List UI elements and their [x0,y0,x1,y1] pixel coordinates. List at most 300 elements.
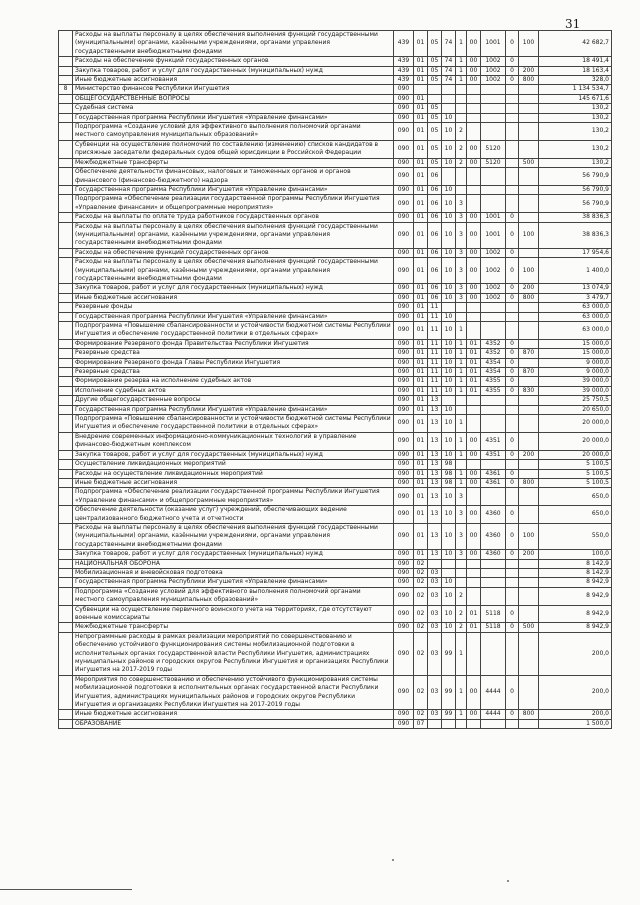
row-amount: 9 000,0 [539,358,612,367]
row-number [59,488,73,506]
row-code: 01 [414,478,428,487]
row-code: 830 [519,386,539,395]
row-amount: 17 954,6 [539,248,612,257]
row-code: 0 [506,284,519,293]
row-code [506,632,519,675]
row-code: 1001 [481,31,506,57]
row-amount: 5 100,5 [539,469,612,478]
row-code: 10 [442,432,456,450]
row-code: 00 [467,222,481,248]
row-code: 100 [519,31,539,57]
row-code: 090 [394,578,414,587]
row-code: 01 [414,377,428,386]
row-description: Субвенции на осуществление первичного воинского учета на территориях, где отсутствуют военные комиссариаты [73,605,394,623]
row-code: 06 [428,222,442,248]
row-code: 090 [394,303,414,312]
row-amount: 328,0 [539,76,612,85]
row-code: 5120 [481,158,506,167]
row-code [442,104,456,113]
row-amount: 130,2 [539,140,612,158]
row-amount: 8 142,9 [539,568,612,577]
row-code: 1001 [481,222,506,248]
table-row [59,293,612,302]
page-number: 31 [565,17,581,31]
row-code [467,396,481,405]
row-code: 98 [442,460,456,469]
row-code: 3 [456,248,467,257]
row-code: 4444 [481,675,506,710]
row-code: 01 [467,358,481,367]
row-description: Резервные средства [73,368,394,377]
row-code: 090 [394,258,414,284]
table-row [59,303,612,312]
row-number [59,559,73,568]
row-code: 090 [394,85,414,94]
row-code: 05 [428,57,442,66]
row-code: 439 [394,31,414,57]
row-number [59,57,73,66]
row-code: 00 [467,293,481,302]
row-code: 439 [394,66,414,75]
row-code: 090 [394,632,414,675]
row-code [519,719,539,728]
row-code: 090 [394,195,414,213]
row-code: 870 [519,349,539,358]
row-code: 02 [414,675,428,710]
row-code: 02 [414,632,428,675]
row-code: 0 [506,432,519,450]
table-row [59,248,612,257]
row-code: 4354 [481,368,506,377]
row-code [519,488,539,506]
row-code: 05 [428,113,442,122]
row-code: 10 [442,523,456,549]
row-code [519,85,539,94]
row-number [59,469,73,478]
row-code: 1 [456,57,467,66]
row-code [506,185,519,194]
table-row [59,368,612,377]
row-code: 05 [428,158,442,167]
row-code: 01 [414,506,428,524]
row-code: 13 [428,450,442,459]
row-code [456,113,467,122]
row-code: 200 [519,550,539,559]
row-code: 090 [394,113,414,122]
row-amount: 13 074,9 [539,284,612,293]
row-code: 01 [414,213,428,222]
row-code: 01 [414,76,428,85]
row-code [519,322,539,340]
row-code: 0 [506,450,519,459]
row-code [481,488,506,506]
row-code [519,195,539,213]
row-description: Государственная программа Республики Ингушетия «Управление финансами» [73,578,394,587]
row-code [481,104,506,113]
row-amount: 56 790,9 [539,168,612,186]
row-description: Расходы на выплаты персоналу в целях обеспечения выполнения функций государственными (муниципальными) органами, казёнными учреждениями, органами управления государственными внебюджетными фондами [73,523,394,549]
row-number [59,94,73,103]
row-code: 090 [394,358,414,367]
row-code [506,322,519,340]
row-code [442,559,456,568]
bottom-rule [0,889,132,890]
row-code [467,405,481,414]
row-code [467,195,481,213]
row-code: 0 [506,506,519,524]
row-code: 10 [442,623,456,632]
row-code [481,195,506,213]
row-number: 8 [59,85,73,94]
row-code: 0 [506,358,519,367]
row-code: 1 [456,31,467,57]
row-code: 10 [442,488,456,506]
row-code: 10 [442,185,456,194]
row-description: Иные бюджетные ассигнования [73,76,394,85]
row-code: 02 [414,605,428,623]
row-code: 00 [467,248,481,257]
scan-speck [392,859,394,861]
row-number [59,123,73,141]
budget-table [58,30,612,729]
row-code [481,405,506,414]
row-code [519,104,539,113]
row-amount: 200,0 [539,675,612,710]
row-number [59,358,73,367]
row-code [467,303,481,312]
row-code: 00 [467,213,481,222]
table-row [59,559,612,568]
row-code: 03 [428,675,442,710]
row-code: 500 [519,158,539,167]
row-amount: 63 000,0 [539,322,612,340]
row-code: 1 [456,76,467,85]
row-code: 01 [414,358,428,367]
row-code [506,168,519,186]
row-amount: 38 836,3 [539,222,612,248]
row-code [506,195,519,213]
row-code: 10 [442,195,456,213]
row-number [59,450,73,459]
row-number [59,158,73,167]
row-code: 01 [467,605,481,623]
table-row [59,450,612,459]
table-row [59,349,612,358]
row-code: 01 [414,293,428,302]
row-code: 0 [506,258,519,284]
row-description: Мобилизационная и вневойсковая подготовка [73,568,394,577]
row-code: 01 [414,284,428,293]
row-amount: 130,2 [539,123,612,141]
row-description: Обеспечение деятельности (оказание услуг) учреждений, обеспечивающих ведение централизованного бюджетного учета и отчетности [73,506,394,524]
row-number [59,478,73,487]
row-code: 090 [394,293,414,302]
row-code [519,559,539,568]
row-number [59,632,73,675]
row-amount: 8 942,9 [539,578,612,587]
row-code [428,559,442,568]
table-row [59,396,612,405]
table-row [59,587,612,605]
table-row [59,195,612,213]
row-code: 3 [456,293,467,302]
table-row [59,488,612,506]
row-code: 02 [414,568,428,577]
row-code: 090 [394,506,414,524]
row-code: 2 [456,623,467,632]
row-code: 00 [467,675,481,710]
row-code: 06 [428,168,442,186]
row-description: Межбюджетные трансферты [73,158,394,167]
table-row [59,258,612,284]
row-code: 5120 [481,140,506,158]
row-amount: 5 100,5 [539,460,612,469]
row-amount: 200,0 [539,632,612,675]
row-code: 1 [456,415,467,433]
row-number [59,339,73,348]
row-code: 99 [442,710,456,719]
row-code: 1 [456,432,467,450]
row-code: 01 [414,405,428,414]
row-code: 13 [428,460,442,469]
row-code: 0 [506,368,519,377]
row-code [428,85,442,94]
row-code [519,123,539,141]
row-code [506,488,519,506]
row-code: 01 [414,432,428,450]
row-amount: 25 750,5 [539,396,612,405]
table-row [59,578,612,587]
row-code: 06 [428,195,442,213]
row-code [442,303,456,312]
row-code: 03 [428,578,442,587]
row-code: 090 [394,123,414,141]
row-number [59,140,73,158]
row-code: 0 [506,31,519,57]
row-code [506,94,519,103]
row-code [506,85,519,94]
row-number [59,386,73,395]
row-amount: 56 790,9 [539,195,612,213]
row-code [467,94,481,103]
row-code: 10 [442,123,456,141]
row-code: 1001 [481,213,506,222]
row-code [481,460,506,469]
row-code [467,168,481,186]
row-code: 1 [456,478,467,487]
row-code: 74 [442,76,456,85]
row-description: Межбюджетные трансферты [73,623,394,632]
row-code: 01 [414,94,428,103]
row-code [519,312,539,321]
row-code [519,94,539,103]
row-code: 10 [442,377,456,386]
row-code [467,123,481,141]
row-code: 1002 [481,76,506,85]
row-code: 05 [428,140,442,158]
row-code: 2 [456,140,467,158]
row-code: 01 [467,623,481,632]
row-code: 090 [394,322,414,340]
row-code [481,185,506,194]
row-code: 090 [394,222,414,248]
row-description: Мероприятия по совершенствованию и обеспечению устойчивого функционирования системы мобилизационной подготовки в исполнительных органах государственной власти Республики Ингушетия, администрациях муниципальных районов и городских округов Республики Ингушетия и организациях Республики Ингушетия на 2017-2019 годы [73,675,394,710]
row-code: 01 [414,303,428,312]
row-code: 0 [506,469,519,478]
row-amount: 18 163,4 [539,66,612,75]
row-amount: 8 942,9 [539,587,612,605]
table-row [59,506,612,524]
row-code: 200 [519,450,539,459]
row-code: 3 [456,550,467,559]
row-code: 11 [428,312,442,321]
row-code: 090 [394,550,414,559]
table-row [59,339,612,348]
row-code: 07 [414,719,428,728]
row-code: 090 [394,675,414,710]
row-code [467,85,481,94]
row-code: 10 [442,284,456,293]
table-row [59,76,612,85]
row-number [59,605,73,623]
row-code: 10 [442,293,456,302]
row-code: 01 [467,349,481,358]
row-code: 090 [394,523,414,549]
row-code: 01 [414,386,428,395]
row-code: 00 [467,506,481,524]
row-code: 1 [456,632,467,675]
row-code: 090 [394,168,414,186]
table-row [59,213,612,222]
row-description: Иные бюджетные ассигнования [73,293,394,302]
row-description: Закупка товаров, работ и услуг для государственных (муниципальных) нужд [73,450,394,459]
row-code: 01 [414,488,428,506]
row-code [519,675,539,710]
row-code: 2 [456,123,467,141]
row-code: 02 [414,559,428,568]
table-row [59,523,612,549]
row-code [467,488,481,506]
row-code: 439 [394,57,414,66]
row-number [59,460,73,469]
row-code: 10 [442,587,456,605]
row-number [59,284,73,293]
row-code: 090 [394,158,414,167]
row-code: 98 [442,478,456,487]
row-description: Судебная система [73,104,394,113]
row-code: 02 [414,578,428,587]
row-code [519,185,539,194]
row-code: 01 [414,396,428,405]
row-number [59,396,73,405]
table-row [59,222,612,248]
row-code [481,303,506,312]
row-code: 090 [394,140,414,158]
row-code: 090 [394,623,414,632]
row-code: 1002 [481,248,506,257]
row-code: 01 [414,123,428,141]
row-code: 01 [467,377,481,386]
row-number [59,415,73,433]
row-number [59,322,73,340]
row-code [481,568,506,577]
row-number [59,587,73,605]
row-code [481,415,506,433]
row-amount: 63 000,0 [539,312,612,321]
row-code: 1002 [481,57,506,66]
row-code: 13 [428,506,442,524]
table-row [59,432,612,450]
table-row [59,57,612,66]
row-code: 4352 [481,339,506,348]
row-code [467,415,481,433]
row-code: 11 [428,368,442,377]
row-code [467,559,481,568]
row-description: Государственная программа Республики Ингушетия «Управление финансами» [73,185,394,194]
row-code: 3 [456,506,467,524]
scan-speck [507,880,509,882]
row-code: 05 [428,123,442,141]
row-code: 090 [394,587,414,605]
row-code: 090 [394,349,414,358]
row-code: 01 [414,57,428,66]
row-code: 090 [394,478,414,487]
row-code [481,719,506,728]
row-code: 02 [414,623,428,632]
table-row [59,123,612,141]
table-row [59,158,612,167]
row-code: 090 [394,377,414,386]
row-code: 090 [394,460,414,469]
row-code: 0 [506,377,519,386]
row-description: Осуществление ликвидационных мероприятий [73,460,394,469]
table-row [59,469,612,478]
table-row [59,550,612,559]
row-code [519,432,539,450]
row-code: 13 [428,415,442,433]
row-code: 13 [428,523,442,549]
row-code: 10 [442,358,456,367]
row-code: 10 [442,450,456,459]
row-description: Министерство финансов Республики Ингушетия [73,85,394,94]
row-code: 2 [456,587,467,605]
row-code: 5118 [481,605,506,623]
table-row [59,113,612,122]
table-row [59,322,612,340]
row-code: 1 [456,710,467,719]
row-code: 1002 [481,258,506,284]
row-code [456,94,467,103]
row-code: 10 [442,140,456,158]
row-code: 3 [456,523,467,549]
row-code: 1 [456,358,467,367]
table-row [59,104,612,113]
row-code: 090 [394,94,414,103]
row-code: 0 [506,605,519,623]
table-row [59,284,612,293]
row-code [506,578,519,587]
row-code: 01 [414,469,428,478]
table-row [59,386,612,395]
table-row [59,675,612,710]
row-description: Обеспечение деятельности финансовых, налоговых и таможенных органов и органов финансового (финансово-бюджетного) надзора [73,168,394,186]
row-code [467,719,481,728]
row-code: 00 [467,450,481,459]
row-code: 02 [414,710,428,719]
row-description: Иные бюджетные ассигнования [73,710,394,719]
row-code: 01 [414,450,428,459]
row-code: 090 [394,719,414,728]
